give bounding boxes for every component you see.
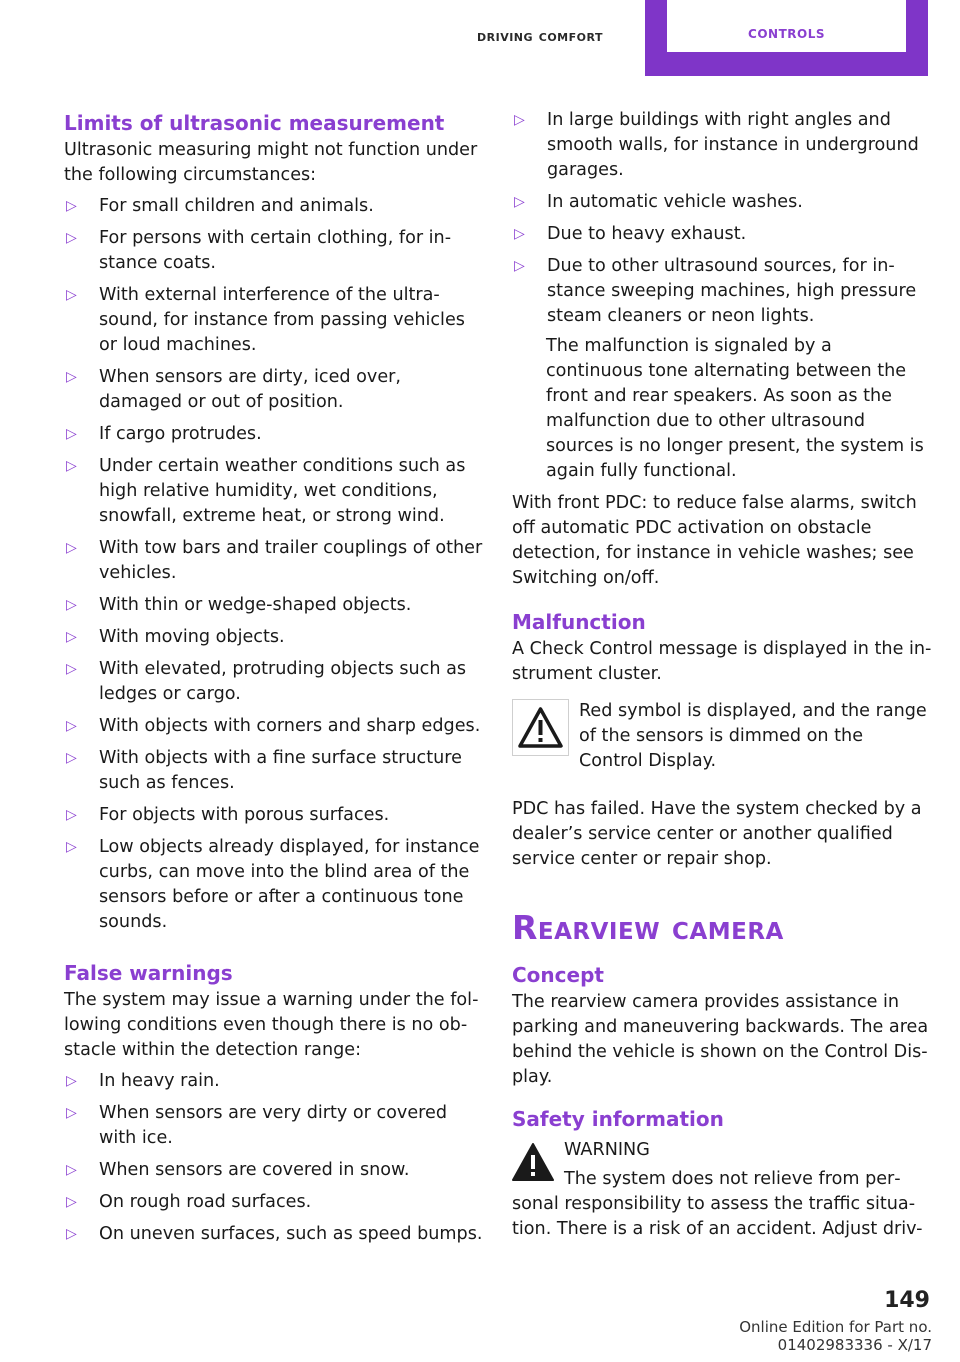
- list-item: [512, 108, 932, 183]
- warning-symbol-text: Red symbol is displayed, and the range of the sensors is dimmed on the Control Display.: [579, 701, 927, 771]
- left-column: [64, 108, 484, 1254]
- list-item-text: Due to other ultrasound sources, for instance sweeping machines, high pressure steam cleaners or neon lights.: [547, 256, 917, 326]
- list-item: [64, 365, 484, 415]
- list-item-text: With tow bars and trailer couplings of other vehicles.: [99, 538, 483, 583]
- page-number: 149: [884, 1288, 930, 1313]
- list-item: [64, 1190, 484, 1215]
- bullet-triangle-icon: ▷: [66, 597, 77, 613]
- warning-symbol-block: [512, 699, 932, 779]
- list-item: [64, 1069, 484, 1094]
- spacer: [512, 1090, 932, 1104]
- malfunction-note: The malfunction is signaled by a continuous tone alternating between the front and rear speakers. As soon as the malfunction due to other ultrasound sources is no longer present, the system is again fully functional.: [546, 336, 924, 481]
- page-header: [0, 0, 960, 80]
- list-item-text: On rough road surfaces.: [99, 1192, 312, 1212]
- list-item-text: Due to heavy exhaust.: [547, 224, 747, 244]
- bullet-triangle-icon: ▷: [514, 258, 525, 274]
- list-item: [64, 625, 484, 650]
- bullet-triangle-icon: ▷: [66, 661, 77, 677]
- warning-text: The system does not relieve from personal responsibility to assess the traffic situation. There is a risk of an accident. Adjust driv-: [512, 1169, 923, 1239]
- bullet-triangle-icon: ▷: [66, 1073, 77, 1089]
- paragraph-front-pdc: With front PDC: to reduce false alarms, switch off automatic PDC activation on obstacle detection, for instance in vehicle washes; see Switching on/off.: [512, 493, 917, 588]
- list-item: [64, 803, 484, 828]
- list-item-text: For persons with certain clothing, for instance coats.: [99, 228, 452, 273]
- list-item: [64, 226, 484, 276]
- list-item-text: With objects with a fine surface structure such as fences.: [99, 748, 462, 793]
- chapter-tab-label: controls: [748, 23, 825, 43]
- list-item: [64, 536, 484, 586]
- footer-edition: Online Edition for Part no. 01402983336 - X/17: [739, 1318, 932, 1354]
- spacer: [512, 591, 932, 607]
- heading-safety-information: Safety information: [512, 1107, 724, 1131]
- bullet-triangle-icon: ▷: [66, 287, 77, 303]
- list-item-text: Low objects already displayed, for instance curbs, can move into the blind area of the sensors before or after a continuous tone sounds.: [99, 837, 480, 932]
- bullet-triangle-icon: ▷: [66, 369, 77, 385]
- heading-malfunction: Malfunction: [512, 610, 646, 634]
- list-item-text: When sensors are covered in snow.: [99, 1160, 410, 1180]
- list-item: [64, 835, 484, 935]
- bullet-triangle-icon: ▷: [514, 194, 525, 210]
- warning-block: [512, 1138, 932, 1242]
- spacer: [512, 950, 932, 960]
- list-item-text: If cargo protrudes.: [99, 424, 262, 444]
- list-item: [64, 746, 484, 796]
- heading-rearview-camera: Rearview camera: [512, 908, 784, 947]
- list-item: [512, 254, 932, 329]
- bullet-triangle-icon: ▷: [66, 198, 77, 214]
- warning-sign-icon: [512, 1142, 554, 1182]
- list-item-text: With elevated, protruding objects such as ledges or cargo.: [99, 659, 467, 704]
- warning-triangle-icon: [512, 699, 569, 756]
- right-column: [512, 108, 932, 1242]
- list-item-text: When sensors are very dirty or covered with ice.: [99, 1103, 447, 1148]
- paragraph-pdc-failed: PDC has failed. Have the system checked by a dealer’s service center or another qualified service center or repair shop.: [512, 799, 922, 869]
- heading-false-warnings: False warnings: [64, 961, 233, 985]
- bullet-triangle-icon: ▷: [514, 112, 525, 128]
- list-item-text: With thin or wedge-shaped objects.: [99, 595, 412, 615]
- section-title: driving comfort: [477, 27, 603, 45]
- list-item: [64, 657, 484, 707]
- heading-concept: Concept: [512, 963, 604, 987]
- list-item-text: With external interference of the ultrasound, for instance from passing vehicles or loud machines.: [99, 285, 465, 355]
- list-item: [64, 1158, 484, 1183]
- list-item-text: On uneven surfaces, such as speed bumps.: [99, 1224, 483, 1244]
- list-item-text: When sensors are dirty, iced over, damaged or out of position.: [99, 367, 401, 412]
- bullet-triangle-icon: ▷: [66, 1194, 77, 1210]
- bullet-triangle-icon: ▷: [66, 839, 77, 855]
- list-item-text: With moving objects.: [99, 627, 285, 647]
- warning-label: WARNING: [564, 1140, 650, 1160]
- chapter-tab-inner: [667, 0, 906, 52]
- paragraph-limits: Ultrasonic measuring might not function under the following circumstances:: [64, 140, 478, 185]
- list-false-warnings: [64, 1069, 484, 1247]
- bullet-triangle-icon: ▷: [66, 1105, 77, 1121]
- bullet-triangle-icon: ▷: [66, 540, 77, 556]
- list-item: [64, 1101, 484, 1151]
- list-item: [64, 283, 484, 358]
- bullet-triangle-icon: ▷: [66, 629, 77, 645]
- spacer: [512, 872, 932, 906]
- list-item-text: In automatic vehicle washes.: [547, 192, 803, 212]
- paragraph-false-warnings: The system may issue a warning under the following conditions even though there is no obstacle within the detection range:: [64, 990, 479, 1060]
- bullet-triangle-icon: ▷: [66, 807, 77, 823]
- list-continued: [512, 108, 932, 329]
- list-item-text: In large buildings with right angles and smooth walls, for instance in underground garages.: [547, 110, 919, 180]
- list-item: [512, 222, 932, 247]
- heading-limits: Limits of ultrasonic measurement: [64, 111, 445, 135]
- list-limits: [64, 194, 484, 935]
- list-item: [64, 422, 484, 447]
- list-item-text: In heavy rain.: [99, 1071, 220, 1091]
- chapter-tab: [645, 0, 928, 76]
- bullet-triangle-icon: ▷: [66, 426, 77, 442]
- paragraph-concept: The rearview camera provides assistance in parking and maneuvering backwards. The area behind the vehicle is shown on the Control Display.: [512, 992, 929, 1087]
- bullet-triangle-icon: ▷: [514, 226, 525, 242]
- list-item-text: Under certain weather conditions such as high relative humidity, wet conditions, snowfall, extreme heat, or strong wind.: [99, 456, 466, 526]
- bullet-triangle-icon: ▷: [66, 230, 77, 246]
- paragraph-malfunction: A Check Control message is displayed in the instrument cluster.: [512, 639, 932, 684]
- list-item-text: For small children and animals.: [99, 196, 374, 216]
- list-item: [512, 190, 932, 215]
- spacer: [64, 942, 484, 958]
- list-item: [64, 454, 484, 529]
- list-item: [64, 714, 484, 739]
- bullet-triangle-icon: ▷: [66, 1226, 77, 1242]
- list-item: [64, 194, 484, 219]
- bullet-triangle-icon: ▷: [66, 1162, 77, 1178]
- list-item-text: For objects with porous surfaces.: [99, 805, 390, 825]
- list-item: [64, 593, 484, 618]
- bullet-triangle-icon: ▷: [66, 718, 77, 734]
- bullet-triangle-icon: ▷: [66, 458, 77, 474]
- list-item: [64, 1222, 484, 1247]
- bullet-triangle-icon: ▷: [66, 750, 77, 766]
- list-item-text: With objects with corners and sharp edges.: [99, 716, 481, 736]
